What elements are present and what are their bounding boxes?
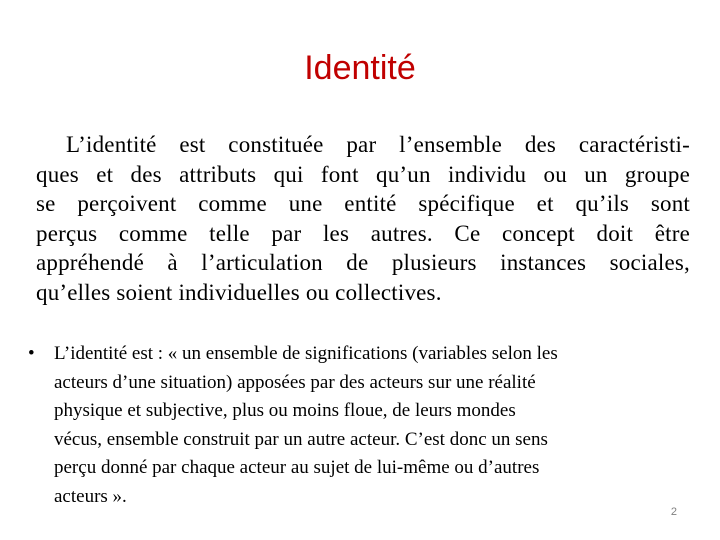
bullet-line: acteurs ».: [54, 485, 127, 507]
quote-line: perçus comme telle par les autres. Ce concept doit être: [36, 220, 690, 246]
quote-line: appréhendé à l’articulation de plusieurs instances sociales,: [36, 250, 690, 276]
bullet-line: physique et subjective, plus ou moins floue, de leurs mondes: [54, 400, 516, 422]
bullet-text: [54, 340, 699, 512]
slide-title: Identité: [304, 49, 416, 87]
quote-block: [36, 130, 690, 308]
quote-line: L’identité est constituée par l’ensemble des caractéristi-: [66, 132, 690, 157]
quote-line: se perçoivent comme une entité spécifique et qu’ils sont: [36, 191, 690, 217]
quote-line: ques et des attributs qui font qu’un individu ou un groupe: [36, 161, 690, 187]
quote-line: qu’elles soient individuelles ou collectives.: [36, 279, 442, 305]
bullet-line: vécus, ensemble construit par un autre acteur. C’est donc un sens: [54, 428, 548, 450]
bullet-line: perçu donné par chaque acteur au sujet de lui-même ou d’autres: [54, 457, 540, 479]
bullet-marker: •: [28, 343, 35, 364]
bullet-line: L’identité est : « un ensemble de significations (variables selon les: [54, 343, 558, 364]
page-number: 2: [670, 506, 677, 518]
bullet-line: acteurs d’une situation) apposées par des acteurs sur une réalité: [54, 371, 536, 393]
